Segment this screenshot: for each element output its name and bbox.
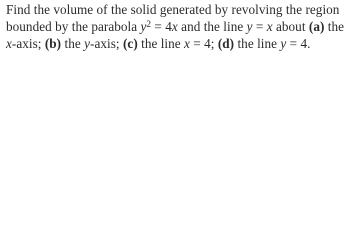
line1-text: Find the volume of the solid generated by revolving the region xyxy=(6,2,340,17)
var-y: y xyxy=(140,19,147,34)
var-y: y xyxy=(280,36,287,51)
line3-text-1: -axis; xyxy=(11,36,45,51)
var-y: y xyxy=(84,36,91,51)
var-y: y xyxy=(246,19,253,34)
line3-text-4: the line xyxy=(137,36,185,51)
part-b-label: (b) xyxy=(44,36,62,51)
line2-text-3: and the line xyxy=(177,19,247,34)
line2-text-4: = xyxy=(252,19,267,34)
line3-text-7: = 4. xyxy=(286,36,311,51)
problem-text xyxy=(6,1,346,52)
line2-text-2: = 4 xyxy=(151,19,172,34)
var-x: x xyxy=(266,19,273,34)
line2-text-1: bounded by the parabola xyxy=(6,19,141,34)
line2-text-5: about xyxy=(272,19,309,34)
line3-text-2: the xyxy=(61,36,85,51)
part-d-label: (d) xyxy=(217,36,235,51)
part-c-label: (c) xyxy=(122,36,138,51)
var-x: x xyxy=(184,36,190,51)
problem-line-1 xyxy=(6,1,346,18)
problem-line-2 xyxy=(6,18,346,35)
problem-line-3 xyxy=(6,35,346,52)
line3-text-3: -axis; xyxy=(90,36,123,51)
line3-text-5: = 4; xyxy=(189,36,218,51)
line3-text-6: the line xyxy=(234,36,281,51)
var-x: x xyxy=(171,19,178,34)
part-a-label: (a) xyxy=(308,19,325,34)
exponent: 2 xyxy=(146,18,152,29)
var-x: x xyxy=(6,36,12,51)
line2-text-6: the xyxy=(324,19,345,34)
